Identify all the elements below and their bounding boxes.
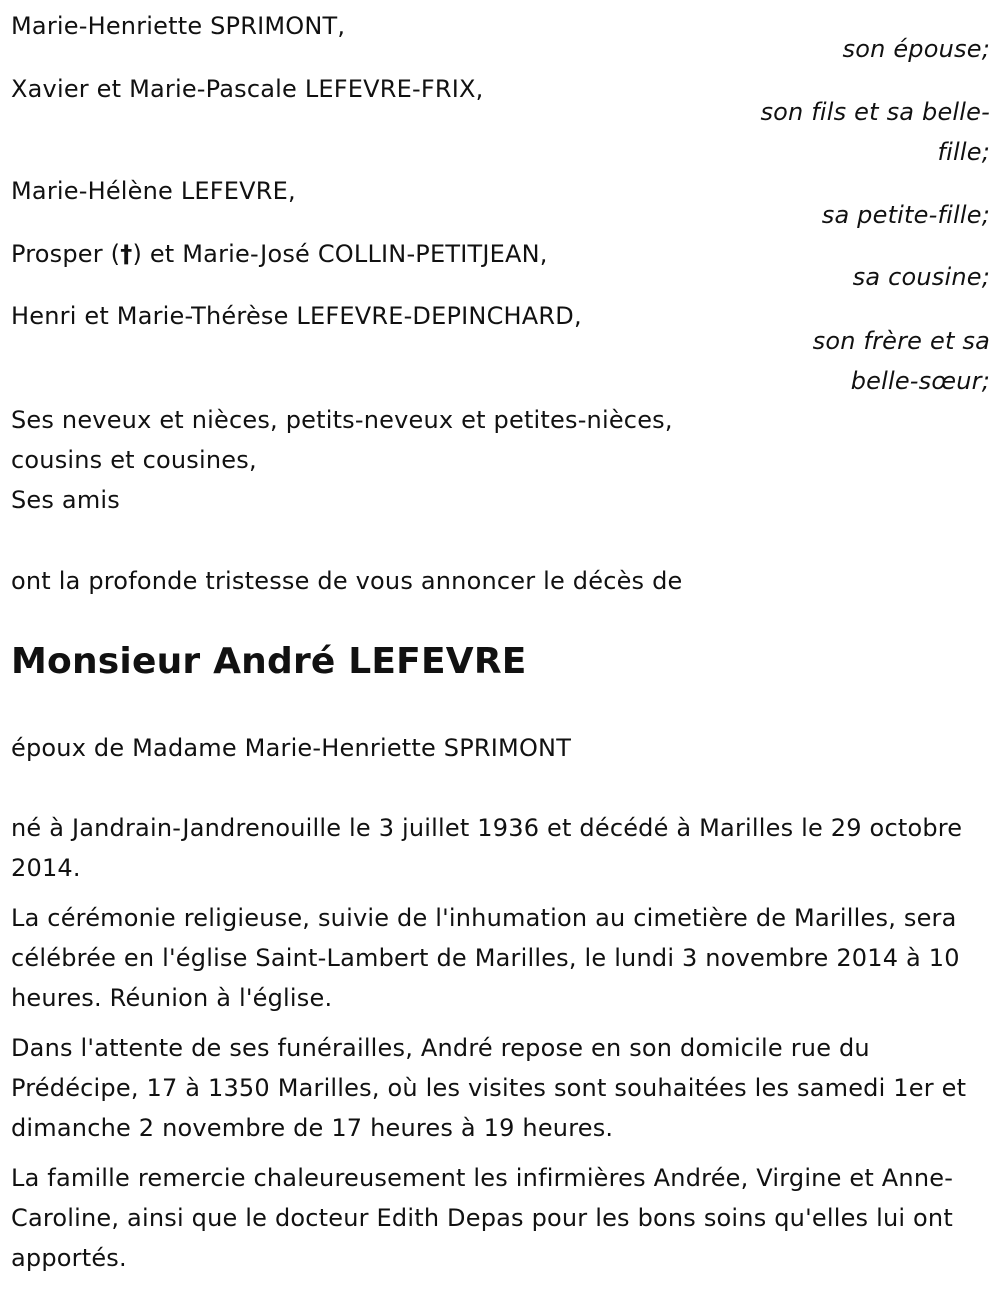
deceased-name: Monsieur André LEFEVRE	[11, 641, 527, 682]
announcement-text: ont la profonde tristesse de vous annoncer le décès de	[11, 567, 683, 595]
relative-role: son fils et sa belle-fille;	[760, 98, 990, 166]
relative-role: son frère et sa belle-sœur;	[812, 327, 990, 395]
extended-family-line: Ses neveux et nièces, petits-neveux et petites-nièces,	[11, 406, 673, 434]
birth-death-paragraph: né à Jandrain-Jandrenouille le 3 juillet 1936 et décédé à Marilles le 29 octobre 2014.	[11, 814, 963, 882]
extended-family	[11, 400, 970, 520]
relative-name: Xavier et Marie-Pascale LEFEVRE-FRIX,	[11, 75, 484, 103]
relative-role: sa petite-fille;	[821, 201, 990, 229]
relative-name-part: Prosper (	[11, 240, 121, 268]
details-section	[11, 808, 970, 1288]
relative-role: sa cousine;	[852, 263, 990, 291]
extended-family-line: cousins et cousines,	[11, 446, 257, 474]
relative-name-part: ) et Marie-José COLLIN-PETITJEAN,	[132, 240, 548, 268]
ceremony-paragraph: La cérémonie religieuse, suivie de l'inhumation au cimetière de Marilles, sera célébrée en l'église Saint-Lambert de Marilles, le lundi 3 novembre 2014 à 10 heures. Réunion à l'église.	[11, 904, 960, 1012]
relative-name: Marie-Henriette SPRIMONT,	[11, 12, 346, 40]
extended-family-line: Ses amis	[11, 486, 120, 514]
relative-name: Marie-Hélène LEFEVRE,	[11, 177, 296, 205]
cross-icon: †	[120, 240, 133, 268]
relative-name: Henri et Marie-Thérèse LEFEVRE-DEPINCHARD,	[11, 302, 582, 330]
relative-role: son épouse;	[842, 35, 990, 63]
relative-name	[11, 234, 548, 274]
visitation-paragraph: Dans l'attente de ses funérailles, André repose en son domicile rue du Prédécipe, 17 à 1350 Marilles, où les visites sont souhaitées les samedi 1er et dimanche 2 novembre de 17 heures à 19 heures.	[11, 1034, 967, 1142]
thanks-paragraph: La famille remercie chaleureusement les infirmières Andrée, Virgine et Anne-Caroline, ainsi que le docteur Edith Depas pour les bons soins qu'elles lui ont apportés.	[11, 1164, 954, 1272]
spouse-line: époux de Madame Marie-Henriette SPRIMONT	[11, 734, 572, 762]
